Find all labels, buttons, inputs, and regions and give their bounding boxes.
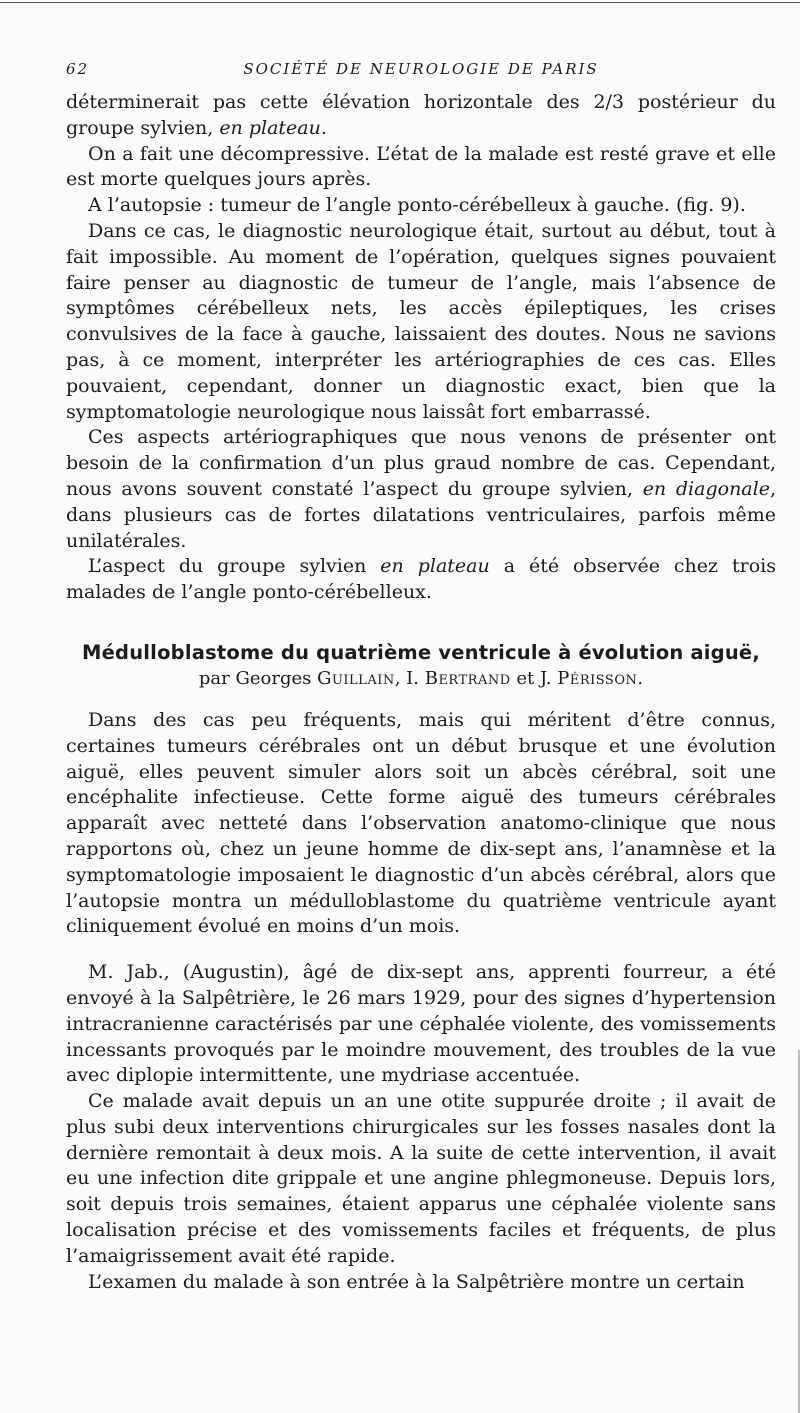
paragraph: On a fait une décompressive. L’état de la malade est resté grave et elle est morte quelques jours après. [66, 142, 776, 191]
page-number: 62 [66, 60, 90, 78]
paragraph: L’aspect du groupe sylvien en plateau a été observée chez trois malades de l’angle ponto-cérébelleux. [66, 555, 776, 604]
article-authors: par Georges Guillain, I. Bertrand et J. Périsson. [198, 667, 644, 689]
page [66, 60, 776, 1295]
running-header [66, 60, 776, 90]
running-title: SOCIÉTÉ DE NEUROLOGIE DE PARIS [243, 60, 599, 78]
paragraph: L’examen du malade à son entrée à la Salpêtrière montre un certain [88, 1270, 745, 1293]
paragraph: A l’autopsie : tumeur de l’angle ponto-cérébelleux à gauche. (fig. 9). [88, 194, 746, 217]
paragraph: M. Jab., (Augustin), âgé de dix-sept ans, apprenti fourreur, a été envoyé à la Salpêtrière, le 26 mars 1929, pour des signes d’hypertension intracranienne caractérisés par une céphalée violente, des vomissements incessants provoqués par le moindre mouvement, des troubles de la vue avec diplopie intermittente, une mydriase accentuée. [66, 961, 776, 1087]
article-title: Médulloblastome du quatrième ventricule à évolution aiguë, [82, 640, 760, 664]
paragraph: déterminerait pas cette élévation horizontale des 2/3 postérieur du groupe sylvien, en plateau. [66, 91, 776, 139]
paragraph: Dans des cas peu fréquents, mais qui méritent d’être connus, certaines tumeurs cérébrales ont un début brusque et une évolution aiguë, elles peuvent simuler alors soit un abcès cérébral, soit une encéphalite infectieuse. Cette forme aiguë des tumeurs cérébrales apparaît avec netteté dans l’observation anatomo-clinique que nous rapportons où, chez un jeune homme de dix-sept ans, l’anamnèse et la symptomatologie imposaient le diagnostic d’un abcès cérébral, alors que l’autopsie montra un médulloblastome du quatrième ventricule ayant cliniquement évolué en moins d’un mois. [66, 708, 776, 938]
top-rule [0, 2, 800, 3]
paragraph: Ces aspects artériographiques que nous venons de présenter ont besoin de la confirmation d’un plus graud nombre de cas. Cependant, nous avons souvent constaté l’aspect du groupe sylvien, en diagonale, dans plusieurs cas de fortes dilatations ventriculaires, parfois même unilatérales. [66, 426, 776, 552]
paragraph: Dans ce cas, le diagnostic neurologique était, surtout au début, tout à fait impossible. Au moment de l’opération, quelques signes pouvaient faire penser au diagnostic de tumeur de l’angle, mais l’absence de symptômes cérébelleux nets, les accès épileptiques, les crises convulsives de la face à gauche, laissaient des doutes. Nous ne savions pas, à ce moment, interpréter les artériographies de ces cas. Elles pouvaient, cependant, donner un diagnostic exact, bien que la symptomatologie neurologique nous laissât fort embarrassé. [66, 219, 776, 423]
paragraph: Ce malade avait depuis un an une otite suppurée droite ; il avait de plus subi deux interventions chirurgicales sur les fosses nasales dont la dernière remontait à deux mois. A la suite de cette intervention, il avait eu une infection dite grippale et une angine phlegmoneuse. Depuis lors, soit depuis trois semaines, étaient apparus une céphalée violente sans localisation précise et des vomissements faciles et fréquents, de plus l’amaigrissement avait été rapide. [66, 1090, 776, 1267]
